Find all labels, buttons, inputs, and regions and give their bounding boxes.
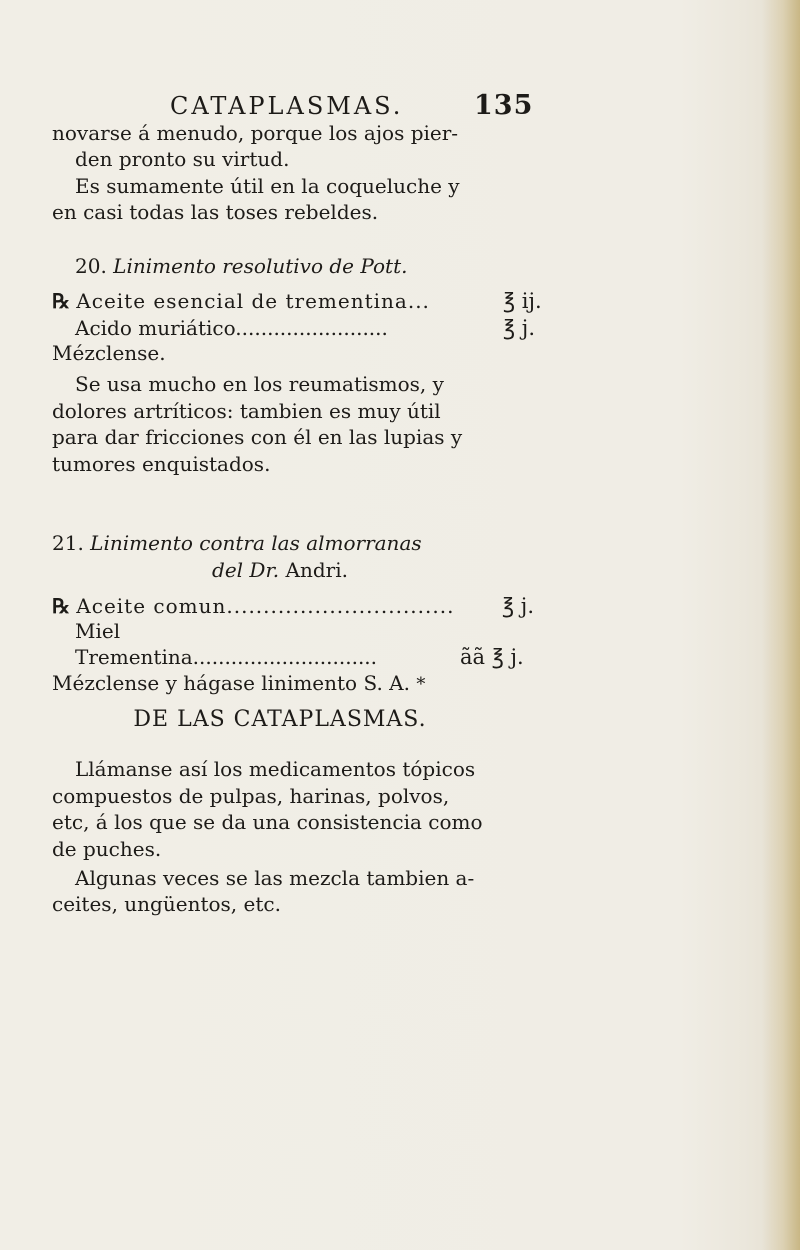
section-heading: DE LAS CATAPLASMAS.: [133, 707, 427, 732]
recipe-symbol-icon: ℞: [52, 594, 70, 618]
section-body-3: etc, á los que se da una consistencia como: [52, 810, 483, 834]
recipe-21-title-italic: Linimento contra las almorranas: [90, 531, 422, 555]
recipe-20-usage-4: tumores enquistados.: [52, 452, 271, 476]
recipe-20-usage-1: Se usa mucho en los reumatismos, y: [75, 372, 444, 396]
intro-line-1: novarse á menudo, porque los ajos pier-: [52, 121, 459, 145]
recipe-20-item-2-name: Acido muriático........................: [75, 316, 388, 340]
recipe-20-usage-2: dolores artríticos: tambien es muy útil: [52, 399, 441, 423]
page-edge-shading: [762, 0, 800, 1250]
asterisk-mark: *: [416, 674, 426, 695]
recipe-21-number: 21.: [52, 531, 84, 555]
recipe-20-mix: Mézclense.: [52, 341, 166, 365]
section-body-6: ceites, ungüentos, etc.: [52, 892, 281, 916]
section-body-2: compuestos de pulpas, harinas, polvos,: [52, 784, 450, 808]
recipe-21-item-1-name: Aceite comun...............................: [76, 594, 455, 618]
recipe-20-item-1-name: Aceite esencial de trementina...: [76, 289, 430, 313]
recipe-21-item-2-name: Miel: [75, 619, 121, 643]
section-body-1: Llámanse así los medicamentos tópicos: [75, 757, 476, 781]
recipe-21-item-3-name: Trementina.............................: [75, 645, 378, 669]
recipe-21-mix-line: [52, 671, 425, 695]
recipe-symbol-icon: ℞: [52, 289, 70, 313]
section-body-4: de puches.: [52, 837, 162, 861]
recipe-21-item-3-amount: ãã ℥ j.: [460, 645, 524, 669]
recipe-21-subtitle-italic: del Dr.: [212, 558, 280, 582]
recipe-21-subtitle-name: Andri.: [285, 558, 348, 582]
section-body-5: Algunas veces se las mezcla tambien a-: [75, 866, 475, 890]
recipe-20-item-2-amount: ℥ j.: [503, 316, 535, 340]
intro-line-3: Es sumamente útil en la coqueluche y: [75, 174, 460, 198]
recipe-20-number: 20.: [75, 254, 107, 278]
recipe-20-title-italic: Linimento resolutivo: [113, 254, 323, 278]
recipe-21-subtitle: [0, 558, 560, 582]
recipe-20-title-suffix: de Pott.: [329, 254, 408, 278]
recipe-20-item-1-amount: ℥ ij.: [503, 289, 542, 313]
recipe-21-item-1: [52, 594, 454, 618]
running-title: CATAPLASMAS.: [170, 92, 404, 120]
recipe-20-item-1: [52, 289, 430, 313]
recipe-21-title: [52, 531, 422, 555]
recipe-21-mix: Mézclense y hágase linimento S. A.: [52, 671, 410, 695]
recipe-20-title: [75, 254, 407, 278]
page-number: 135: [474, 90, 534, 121]
recipe-20-usage-3: para dar fricciones con él en las lupias y: [52, 425, 463, 449]
intro-line-4: en casi todas las toses rebeldes.: [52, 200, 379, 224]
recipe-21-item-1-amount: ℥ j.: [502, 594, 534, 618]
intro-line-2: den pronto su virtud.: [75, 147, 290, 171]
